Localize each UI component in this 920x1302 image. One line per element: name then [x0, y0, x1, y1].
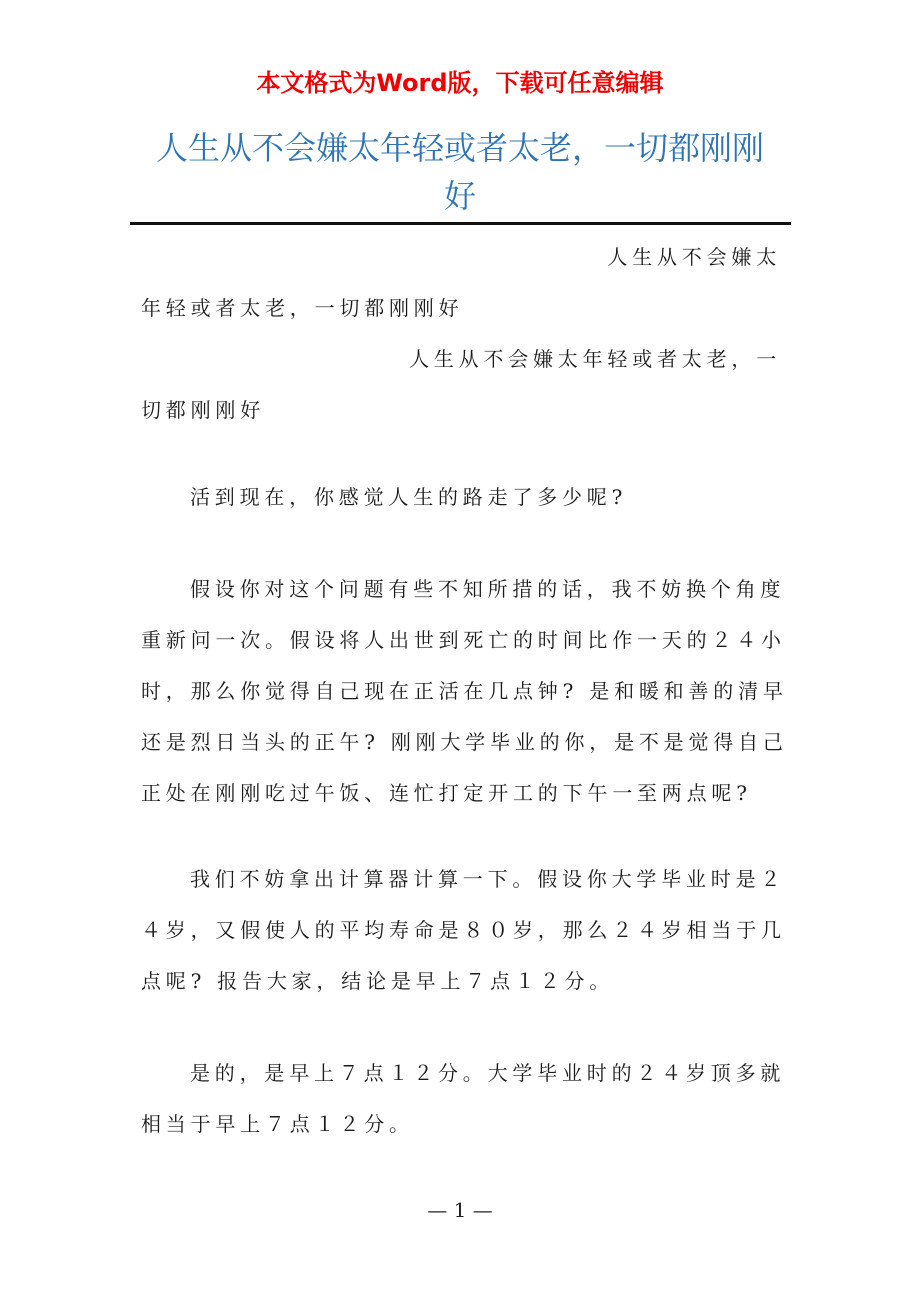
paragraph-line: 点呢? 报告大家，结论是早上７点１２分。 [141, 969, 615, 993]
title-divider [130, 222, 791, 225]
paragraph-3 [141, 854, 786, 1007]
paragraph-line: 重新问一次。假设将人出世到死亡的时间比作一天的２４小 [141, 628, 786, 652]
paragraph-4 [141, 1048, 786, 1150]
subtitle-block [141, 232, 781, 436]
title-line-2: 好 [443, 177, 476, 215]
paragraph-line: 还是烈日当头的正午? 刚刚大学毕业的你，是不是觉得自己 [141, 730, 788, 754]
paragraph-line: 正处在刚刚吃过午饭、连忙打定开工的下午一至两点呢? [141, 781, 752, 805]
paragraph-line: 活到现在，你感觉人生的路走了多少呢? [190, 485, 628, 509]
paragraph-line: 相当于早上７点１２分。 [141, 1112, 414, 1136]
paragraph-line: 是的，是早上７点１２分。大学毕业时的２４岁顶多就 [190, 1061, 786, 1085]
document-title [130, 124, 790, 220]
paragraph-2 [141, 564, 788, 819]
paragraph-line: ４岁，又假使人的平均寿命是８０岁，那么２４岁相当于几 [141, 918, 786, 942]
subtitle-line-2: 年轻或者太老，一切都刚刚好 [141, 296, 464, 320]
paragraph-1 [141, 472, 781, 523]
subtitle-line-3: 人生从不会嫌太年轻或者太老，一 [409, 347, 781, 371]
title-line-1: 人生从不会嫌太年轻或者太老，一切都刚刚 [155, 129, 764, 167]
subtitle-line-4: 切都刚刚好 [141, 398, 265, 422]
paragraph-line: 我们不妨拿出计算器计算一下。假设你大学毕业时是２ [190, 867, 786, 891]
subtitle-line-1: 人生从不会嫌太 [607, 245, 781, 269]
page-number: — 1 — [427, 1198, 493, 1222]
word-format-banner: 本文格式为Word版，下载可任意编辑 [256, 69, 664, 97]
paragraph-line: 假设你对这个问题有些不知所措的话，我不妨换个角度 [190, 577, 786, 601]
paragraph-line: 时，那么你觉得自己现在正活在几点钟? 是和暖和善的清早 [141, 679, 788, 703]
